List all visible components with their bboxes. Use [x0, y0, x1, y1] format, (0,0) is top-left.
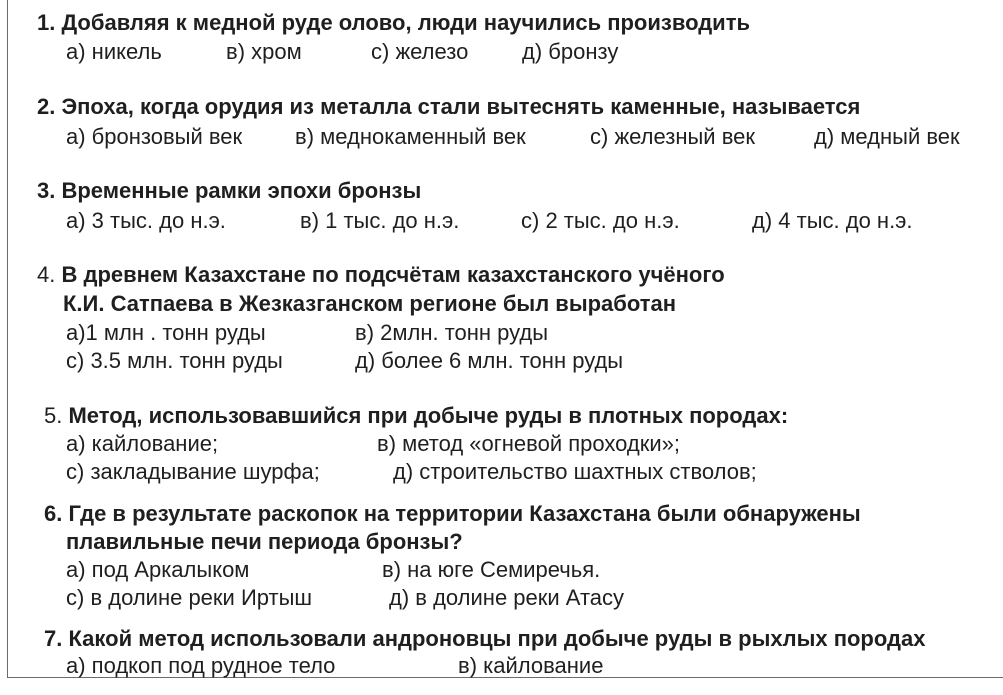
question-2	[37, 96, 860, 118]
question-4-number: 4.	[37, 262, 56, 287]
question-7-text: Какой метод использовали андроновцы при добыче руды в рыхлых породах	[68, 626, 926, 651]
question-2-number: 2.	[37, 94, 56, 119]
question-1-option-c: с) железо	[371, 39, 469, 64]
question-6-number: 6.	[44, 501, 63, 526]
question-7-number: 7.	[44, 626, 63, 651]
question-5-option-b: в) метод «огневой проходки»;	[377, 431, 680, 456]
question-5-option-d: д) строительство шахтных стволов;	[393, 459, 757, 484]
question-3-option-d: д) 4 тыс. до н.э.	[752, 208, 913, 233]
question-7	[44, 628, 925, 650]
question-2-option-c: с) железный век	[590, 124, 755, 149]
question-1-number: 1.	[37, 10, 56, 35]
question-3-option-a: а) 3 тыс. до н.э.	[66, 208, 226, 233]
question-3	[37, 180, 421, 202]
question-5-option-c: с) закладывание шурфа;	[66, 459, 320, 484]
question-4-text-line-2: К.И. Сатпаева в Жезказганском регионе был выработан	[63, 291, 677, 316]
question-2-text: Эпоха, когда орудия из металла стали вытеснять каменные, называется	[61, 94, 861, 119]
question-6	[44, 503, 861, 525]
question-4-option-c: с) 3.5 млн. тонн руды	[66, 348, 283, 373]
question-1-option-a: а) никель	[66, 39, 162, 64]
question-6-text-line-1: Где в результате раскопок на территории Казахстана были обнаружены	[68, 501, 861, 526]
question-1-text: Добавляя к медной руде олово, люди научились производить	[61, 10, 751, 35]
question-2-option-d: д) медный век	[814, 124, 960, 149]
question-4-option-a: а)1 млн . тонн руды	[66, 320, 266, 345]
question-3-number: 3.	[37, 178, 56, 203]
question-3-text: Временные рамки эпохи бронзы	[61, 178, 422, 203]
question-1-option-b: в) хром	[226, 39, 302, 64]
question-6-option-b: в) на юге Семиречья.	[382, 557, 601, 582]
question-6-option-a: а) под Аркалыком	[66, 557, 250, 582]
question-2-option-a: а) бронзовый век	[66, 124, 243, 149]
question-7-option-b: в) кайлование	[458, 653, 604, 678]
question-6-option-d: д) в долине реки Атасу	[389, 585, 625, 610]
question-1	[37, 12, 750, 34]
question-3-option-c: с) 2 тыс. до н.э.	[521, 208, 680, 233]
question-6-text-line-2: плавильные печи периода бронзы?	[66, 529, 463, 554]
question-5-text: Метод, использовавшийся при добыче руды в плотных породах:	[68, 403, 789, 428]
question-3-option-b: в) 1 тыс. до н.э.	[300, 208, 460, 233]
question-4-option-d: д) более 6 млн. тонн руды	[355, 348, 624, 373]
question-5-option-a: а) кайлование;	[66, 431, 219, 456]
question-4-text-line-1: В древнем Казахстане по подсчётам казахстанского учёного	[61, 262, 725, 287]
question-6-option-c: с) в долине реки Иртыш	[66, 585, 313, 610]
question-5	[44, 405, 788, 427]
question-2-option-b: в) меднокаменный век	[295, 124, 526, 149]
question-4-option-b: в) 2млн. тонн руды	[355, 320, 549, 345]
question-1-option-d: д) бронзу	[522, 39, 619, 64]
question-4	[37, 264, 725, 286]
question-5-number: 5.	[44, 403, 63, 428]
question-7-option-a: а) подкоп под рудное тело	[66, 653, 336, 678]
